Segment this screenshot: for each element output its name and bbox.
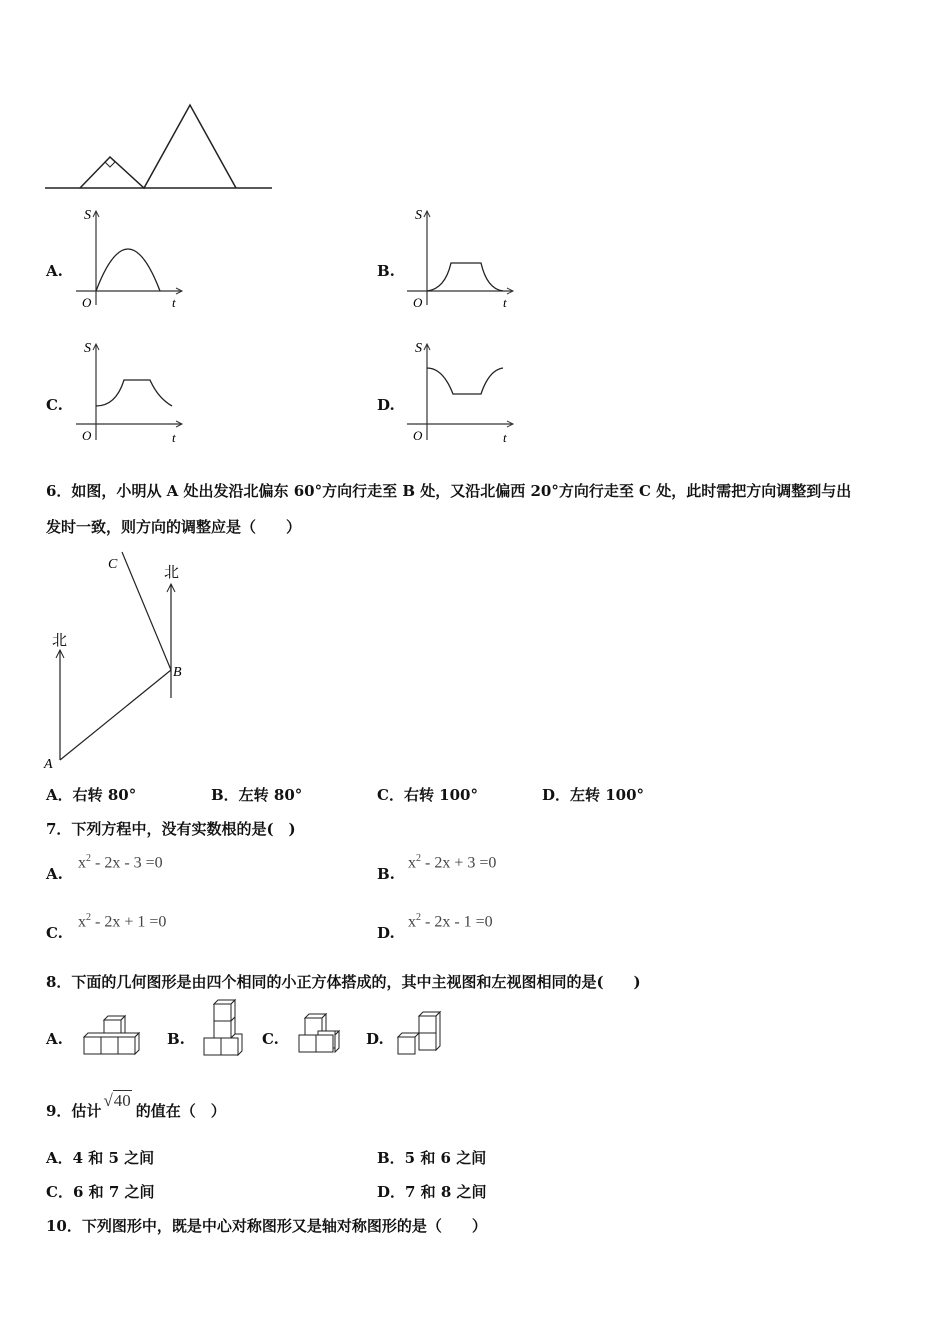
q7-option-c-equation: $x^2 - 2x + 1 =0$ (78, 912, 167, 931)
path-figure (40, 100, 280, 195)
q9-option-d[interactable]: D．7 和 8 之间 (377, 1183, 487, 1201)
q8-option-c-label[interactable]: C. (262, 1030, 279, 1048)
q5-a-origin: O (82, 295, 92, 310)
q9-option-a[interactable]: A．4 和 5 之间 (46, 1149, 155, 1167)
q8-option-d-label[interactable]: D. (366, 1030, 384, 1048)
q5-option-c-label: C. (46, 396, 63, 414)
q5-graph-c (72, 338, 187, 448)
q7-option-b-equation: $x^2 - 2x + 3 =0$ (408, 853, 497, 872)
q6-option-b[interactable]: B．左转 80° (211, 786, 303, 804)
q6-north-label-a: 北 (52, 633, 68, 649)
q9-option-b[interactable]: B．5 和 6 之间 (377, 1149, 487, 1167)
q8-cubes-d (394, 1008, 446, 1058)
q6-text-line2: 发时一致，则方向的调整应是（ ） (46, 518, 302, 536)
q9-prefix: 9．估计 (46, 1102, 102, 1120)
q9-option-c[interactable]: C．6 和 7 之间 (46, 1183, 155, 1201)
q5-graph-b (403, 205, 518, 313)
q6-option-c[interactable]: C．右转 100° (377, 786, 478, 804)
q6-direction-figure (40, 548, 210, 773)
q5-d-axis-s: S (415, 341, 422, 356)
sqrt-expression (103, 1091, 131, 1111)
q6-point-b: B (173, 665, 182, 680)
q6-north-label-b: 北 (164, 565, 180, 581)
q8-option-b-label[interactable]: B. (167, 1030, 185, 1048)
q5-b-origin: O (413, 295, 423, 310)
q6-point-a: A (44, 757, 53, 772)
q5-d-origin: O (413, 428, 423, 443)
q7-option-b-label[interactable]: B. (377, 865, 395, 883)
q10-text: 10．下列图形中，既是中心对称图形又是轴对称图形的是（ ） (46, 1217, 487, 1235)
q5-c-axis-s: S (84, 341, 91, 356)
q5-graph-d (403, 338, 518, 448)
q8-text: 8．下面的几何图形是由四个相同的小正方体搭成的，其中主视图和左视图相同的是( ) (46, 973, 641, 991)
q8-option-a-label[interactable]: A. (46, 1030, 63, 1048)
q5-a-axis-t: t (172, 295, 176, 310)
q7-option-a-equation: $x^2 - 2x - 3 =0$ (78, 853, 163, 872)
q7-option-a-label[interactable]: A. (46, 865, 63, 883)
q5-option-b-label: B. (377, 262, 395, 280)
q8-cubes-a (78, 1012, 144, 1058)
q7-option-c-label[interactable]: C. (46, 924, 63, 942)
q7-text: 7．下列方程中，没有实数根的是( ) (46, 820, 296, 838)
q9-suffix: 的值在（ ） (135, 1102, 226, 1120)
sqrt-icon: √ (103, 1091, 113, 1110)
q6-point-c: C (108, 557, 118, 572)
q8-cubes-b (200, 998, 246, 1058)
q6-option-a[interactable]: A．右转 80° (46, 786, 137, 804)
q5-d-axis-t: t (503, 430, 507, 445)
q7-option-d-label[interactable]: D. (377, 924, 395, 942)
q5-b-axis-t: t (503, 295, 507, 310)
q5-c-axis-t: t (172, 430, 176, 445)
q8-cubes-c (295, 1010, 347, 1058)
q5-option-a-label: A. (46, 262, 63, 280)
q6-option-d[interactable]: D．左转 100° (542, 786, 645, 804)
q6-text-line1: 6．如图，小明从 A 处出发沿北偏东 60°方向行走至 B 处，又沿北偏西 20°方向行走至 C 处，此时需把方向调整到与出 (46, 482, 852, 500)
q5-a-axis-s: S (84, 208, 91, 223)
sqrt-radicand: 40 (113, 1091, 131, 1110)
q5-graph-a (72, 205, 187, 313)
q5-c-origin: O (82, 428, 92, 443)
q5-option-d-label: D. (377, 396, 395, 414)
q7-option-d-equation: $x^2 - 2x - 1 =0$ (408, 912, 493, 931)
q5-b-axis-s: S (415, 208, 422, 223)
q9-text (46, 1091, 226, 1121)
